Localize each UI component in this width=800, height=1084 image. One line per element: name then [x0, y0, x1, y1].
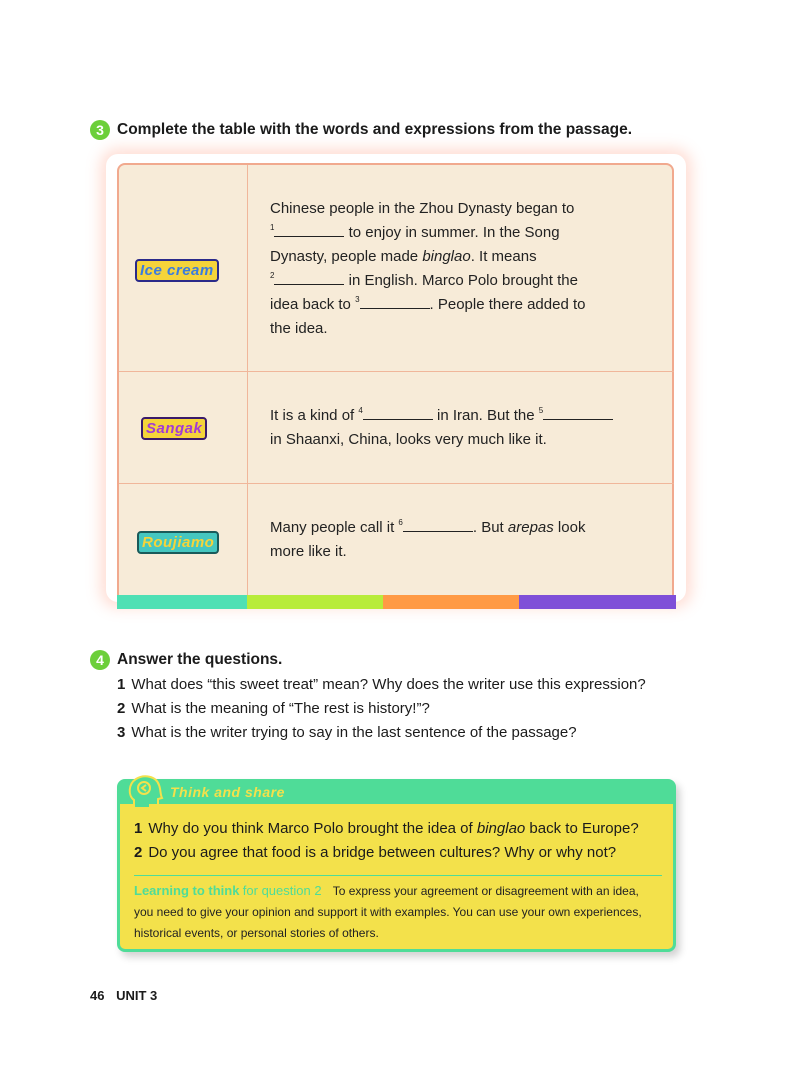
learning-to-think-title: Learning to think: [134, 883, 240, 898]
learning-to-think-text: To express your agreement or disagreement with an idea, you need to give your opinion and support it with examples. You can use your own experiences, historical events, or personal stories of others.: [134, 884, 642, 940]
answer-blank-3[interactable]: [360, 294, 430, 309]
learning-to-think-target: for question 2: [242, 883, 322, 898]
table-row-ice-cream-text: Chinese people in the Zhou Dynasty began to $^1$ to enjoy in summer. In the Song Dynasty, people made binglao. It means $^2$ in English. Marco Polo brought the idea back to $^3$ . People there added to the idea.: [270, 200, 586, 337]
question-2: 2 What is the meaning of “The rest is history!”?: [117, 700, 430, 717]
color-strip-segment-1: [117, 595, 247, 609]
table-row-roujiamo-text: Many people call it $^6$ . But arepas look more like it.: [270, 518, 586, 560]
think-question-1: 1 Why do you think Marco Polo brought the idea of binglao back to Europe?: [134, 820, 639, 837]
ice-cream-label-text: Ice cream: [140, 262, 214, 279]
think-and-share-box: [117, 779, 676, 952]
page-footer: [90, 988, 157, 1003]
color-strip-segment-3: [383, 595, 519, 609]
question-1: 1 What does “this sweet treat” mean? Why does the writer use this expression?: [117, 676, 646, 693]
table-column-divider: [247, 165, 248, 597]
sangak-label-text: Sangak: [146, 420, 203, 437]
sangak-label: [141, 417, 207, 440]
ice-cream-label: [135, 259, 219, 282]
think-and-share-title: Think and share: [170, 784, 285, 800]
roujiamo-label-text: Roujiamo: [142, 534, 215, 551]
exercise-4-number: 4: [96, 652, 104, 668]
exercise-3-number-badge: [90, 120, 110, 140]
table-row-sangak-text: It is a kind of $^4$ in Iran. But the $^5$ in Shaanxi, China, looks very much like it.: [270, 404, 630, 452]
exercise-4-instruction: Answer the questions.: [117, 651, 283, 668]
exercise-3-number: 3: [96, 122, 104, 138]
unit-label: UNIT 3: [116, 988, 158, 1003]
table-row-divider: [119, 371, 674, 372]
answer-blank-5[interactable]: [543, 405, 613, 420]
exercise-3-instruction: Complete the table with the words and expressions from the passage.: [117, 121, 633, 138]
question-3: 3 What is the writer trying to say in the last sentence of the passage?: [117, 724, 577, 741]
color-strip-segment-2: [247, 595, 383, 609]
learning-to-think-note: [134, 880, 659, 944]
exercise-4-number-badge: [90, 650, 110, 670]
think-separator: [134, 875, 662, 876]
think-question-2: 2 Do you agree that food is a bridge between cultures? Why or why not?: [134, 844, 617, 861]
page-number: 46: [90, 988, 105, 1003]
head-thinking-icon: [126, 774, 166, 812]
answer-blank-2[interactable]: [274, 270, 344, 285]
color-strip-segment-4: [519, 595, 676, 609]
table-row-divider: [119, 483, 674, 484]
roujiamo-label: [137, 531, 219, 554]
answer-blank-1[interactable]: [274, 222, 344, 237]
answer-blank-6[interactable]: [403, 517, 473, 532]
completion-table: [117, 163, 674, 595]
answer-blank-4[interactable]: [363, 405, 433, 420]
